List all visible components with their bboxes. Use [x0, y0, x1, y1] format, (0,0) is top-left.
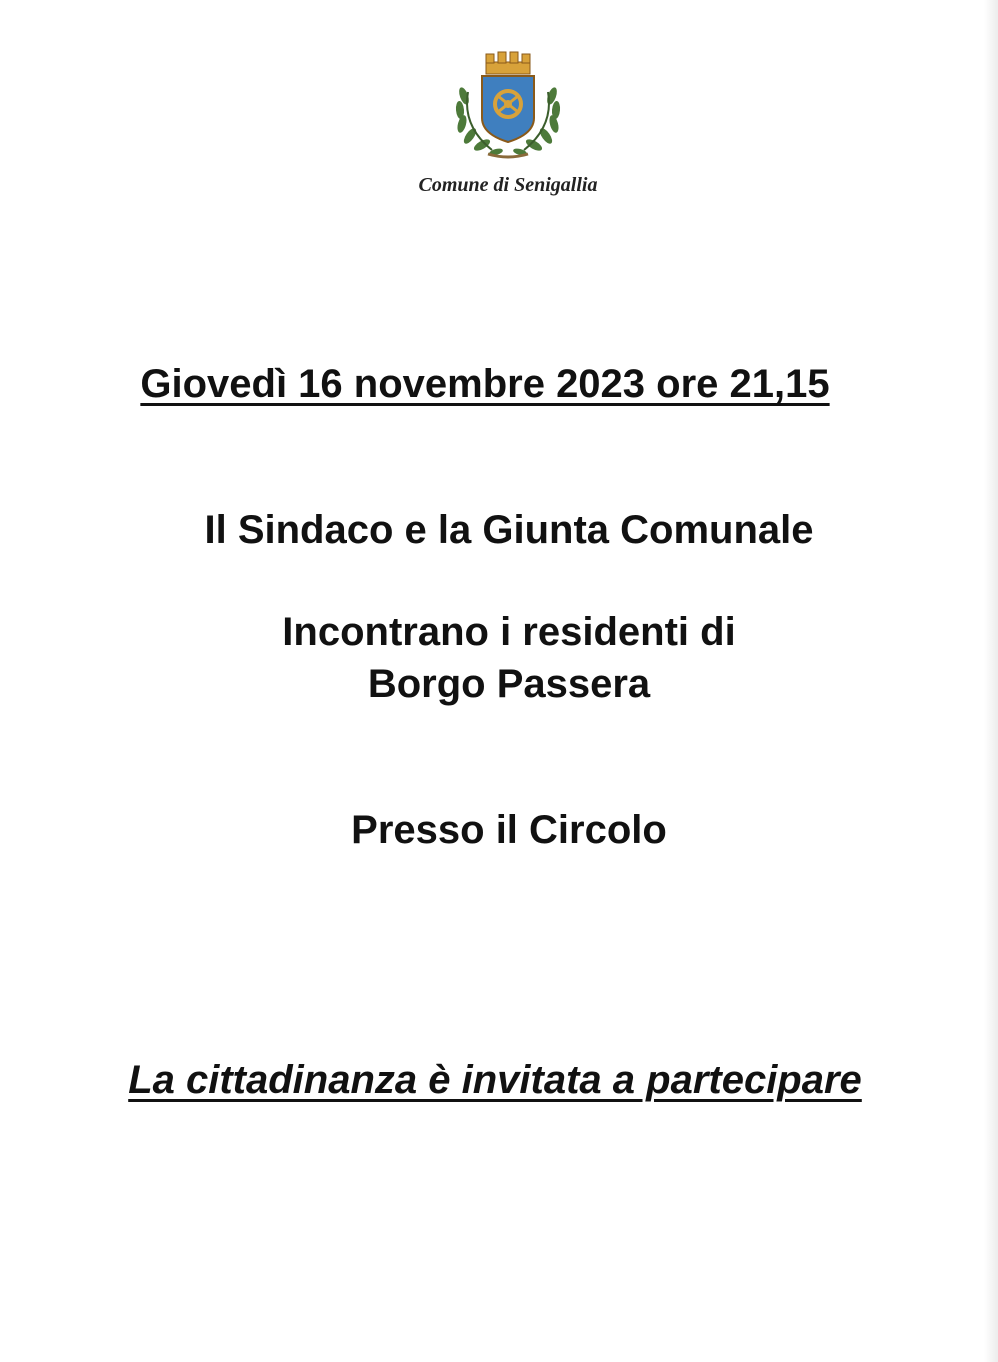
location-line: Presso il Circolo: [351, 808, 667, 852]
neighborhood-line: Borgo Passera: [367, 662, 651, 706]
invitation-line: [0, 1058, 994, 1103]
event-date-time: [0, 362, 984, 407]
organization-name: Comune di Senigallia: [418, 174, 598, 196]
event-date-time-text: Giovedì 16 novembre 2023 ore 21,15: [140, 362, 830, 406]
coat-of-arms-icon: [448, 46, 568, 166]
invitation-text: La cittadinanza è invitata a partecipare: [128, 1058, 862, 1102]
hosts-line: Il Sindaco e la Giunta Comunale: [204, 508, 814, 552]
meeting-line: Incontrano i residenti di: [282, 610, 736, 654]
